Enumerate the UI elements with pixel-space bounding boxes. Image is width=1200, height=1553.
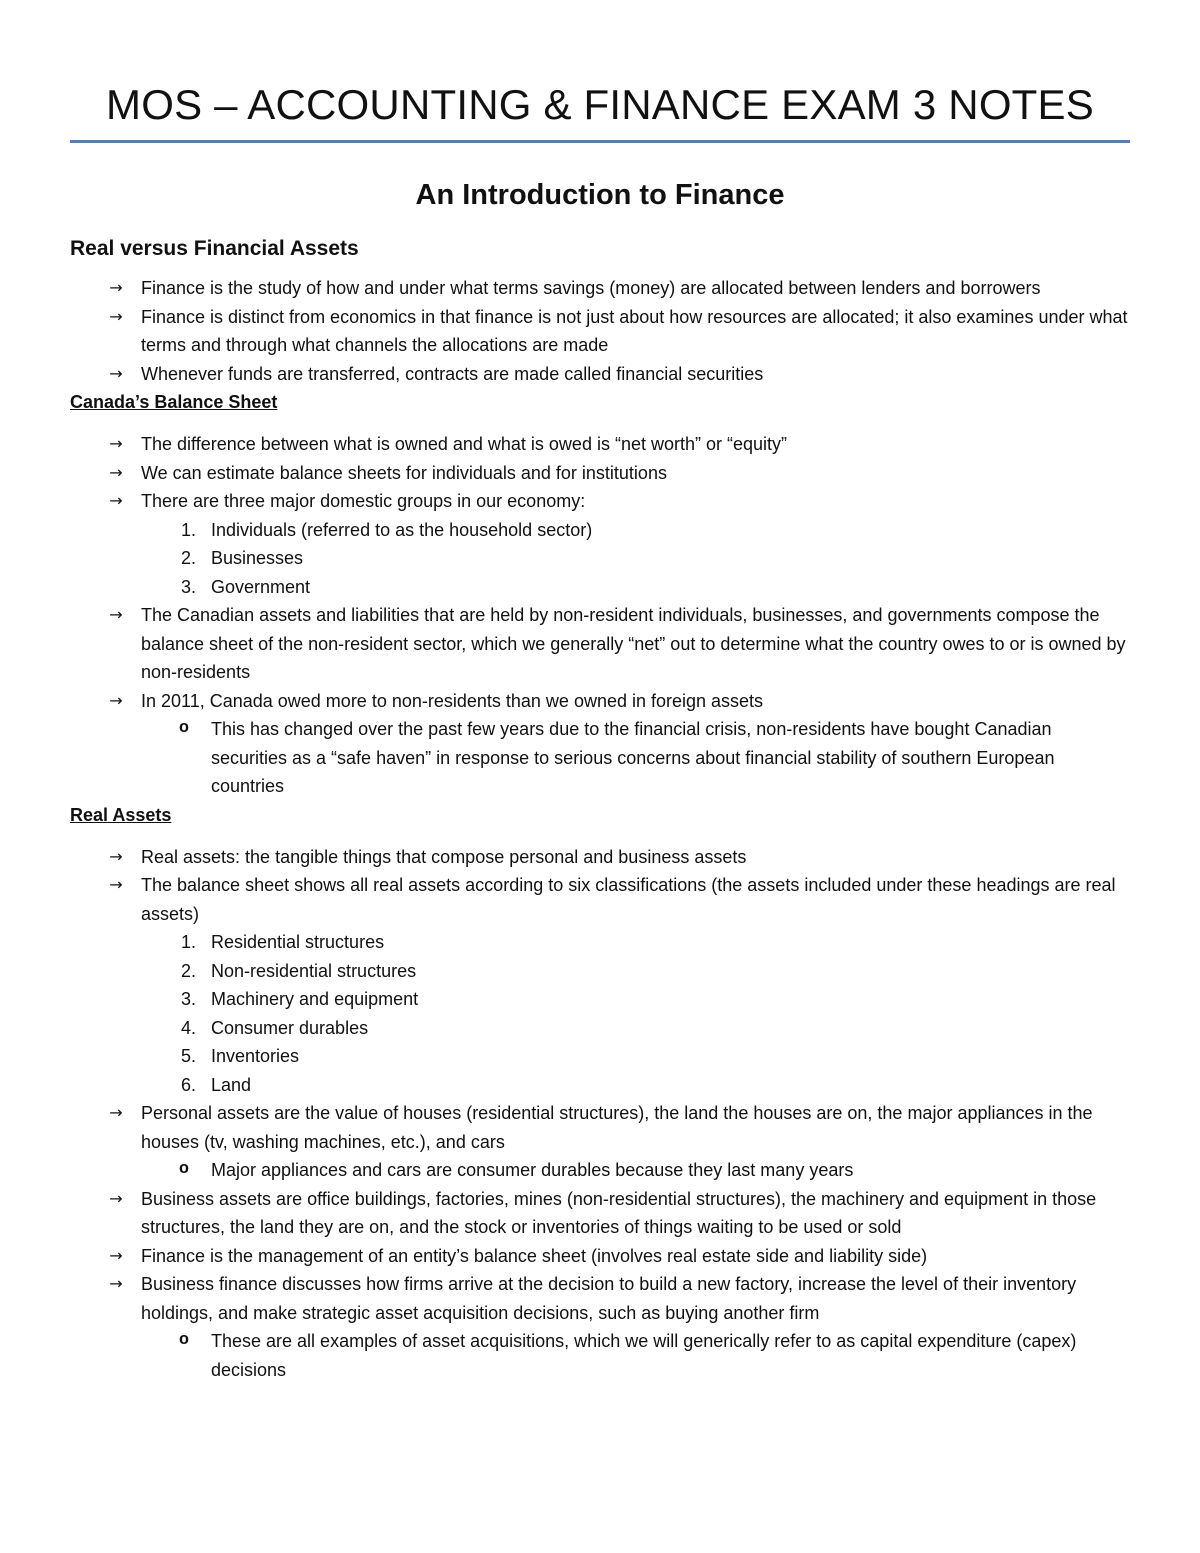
arrow-bullet-icon: → <box>109 278 123 297</box>
list-item <box>70 303 1130 360</box>
arrow-bullet-icon: → <box>109 462 123 482</box>
numbered-item <box>70 985 1130 1014</box>
list-number: 3. <box>180 576 196 597</box>
arrow-bullet-icon: → <box>109 434 123 453</box>
arrow-bullet-icon: → <box>109 306 123 326</box>
numbered-item <box>70 957 1130 986</box>
list-item <box>70 1099 1130 1185</box>
list-number: 1. <box>180 519 196 540</box>
numbered-item <box>70 544 1130 573</box>
numbered-item-text: Inventories <box>211 1046 300 1066</box>
arrow-bullet-icon: → <box>109 1274 123 1293</box>
numbered-item <box>70 1042 1130 1071</box>
list-item <box>70 430 1130 459</box>
list-item <box>70 843 1130 872</box>
list-item-text: There are three major domestic groups in our economy: <box>141 491 586 511</box>
canada-bullet-list <box>70 430 1130 801</box>
list-item <box>70 1242 1130 1271</box>
arrow-bullet-icon: → <box>109 1188 123 1208</box>
list-item <box>70 459 1130 488</box>
list-item-text: Business assets are office buildings, factories, mines (non-residential structures), the machinery and equipment in those structures, the land they are on, and the stock or inventories of things waiting to be used or sold <box>141 1188 1097 1237</box>
list-item <box>70 601 1130 687</box>
list-number: 6. <box>180 1074 196 1095</box>
numbered-item-text: Machinery and equipment <box>211 989 419 1009</box>
title-underline-rule <box>70 140 1130 143</box>
arrow-bullet-icon: → <box>109 846 123 866</box>
heading-real-assets: Real Assets <box>70 804 172 825</box>
sub-list-item <box>70 715 1130 801</box>
arrow-bullet-icon: → <box>109 491 123 510</box>
real-assets-bullet-list <box>70 843 1130 1385</box>
list-item-text: In 2011, Canada owed more to non-residents than we owned in foreign assets <box>141 690 764 711</box>
list-item <box>70 487 1130 601</box>
numbered-item-text: Land <box>211 1074 252 1095</box>
sub-bullet-list <box>141 1156 1130 1185</box>
numbered-item <box>70 1071 1130 1100</box>
circle-bullet-icon: o <box>178 1160 190 1179</box>
numbered-item <box>70 516 1130 545</box>
list-item <box>70 1270 1130 1384</box>
arrow-bullet-icon: → <box>109 1103 123 1122</box>
list-item <box>70 687 1130 801</box>
list-item-text: Finance is distinct from economics in that finance is not just about how resources are allocated; it also examines under what terms and through what channels the allocations are made <box>141 306 1128 355</box>
list-item-text: The difference between what is owned and what is owed is “net worth” or “equity” <box>141 434 788 454</box>
list-item <box>70 871 1130 1099</box>
numbered-item <box>70 1014 1130 1043</box>
list-item-text: Personal assets are the value of houses (residential structures), the land the houses are on, the major appliances in the houses (tv, washing machines, etc.), and cars <box>141 1103 1093 1152</box>
list-item-text: We can estimate balance sheets for individuals and for institutions <box>141 462 667 483</box>
numbered-item <box>70 573 1130 602</box>
sub-list-item-text: This has changed over the past few years due to the financial crisis, non-residents have bought Canadian securities as a “safe haven” in response to serious concerns about financial stability of southern European countries <box>211 719 1055 796</box>
numbered-item-text: Individuals (referred to as the household sector) <box>211 519 593 540</box>
list-item-text: The balance sheet shows all real assets according to six classifications (the assets included under these headings are real assets) <box>141 875 1116 924</box>
circle-bullet-icon: o <box>178 719 190 738</box>
document-title: MOS – ACCOUNTING & FINANCE EXAM 3 NOTES <box>106 81 1094 128</box>
sub-bullet-list <box>141 715 1130 801</box>
list-number: 4. <box>180 1017 196 1038</box>
numbered-item-text: Businesses <box>211 548 304 568</box>
heading-real-vs-financial-assets: Real versus Financial Assets <box>70 237 359 260</box>
list-number: 2. <box>180 548 196 568</box>
list-item-text: Finance is the management of an entity’s balance sheet (involves real estate side and liability side) <box>141 1245 928 1266</box>
list-item <box>70 1185 1130 1242</box>
section-title: An Introduction to Finance <box>415 179 785 211</box>
list-item <box>70 274 1130 303</box>
arrow-bullet-icon: → <box>109 363 123 383</box>
sub-list-item <box>70 1156 1130 1185</box>
arrow-bullet-icon: → <box>109 875 123 894</box>
document-body <box>70 172 1130 1384</box>
list-number: 1. <box>180 932 196 952</box>
sub-bullet-list <box>141 1327 1130 1384</box>
numbered-item-text: Residential structures <box>211 932 385 952</box>
arrow-bullet-icon: → <box>109 1245 123 1265</box>
numbered-item-text: Non-residential structures <box>211 960 417 981</box>
numbered-item-text: Consumer durables <box>211 1017 369 1038</box>
intro-bullet-list <box>70 274 1130 388</box>
numbered-item <box>70 928 1130 957</box>
list-item <box>70 360 1130 389</box>
sub-list-item-text: These are all examples of asset acquisitions, which we will generically refer to as capital expenditure (capex) decisions <box>211 1331 1077 1380</box>
circle-bullet-icon: o <box>178 1331 190 1350</box>
list-item-text: Real assets: the tangible things that compose personal and business assets <box>141 846 747 867</box>
heading-canadas-balance-sheet: Canada’s Balance Sheet <box>70 392 278 412</box>
list-number: 2. <box>180 960 196 981</box>
arrow-bullet-icon: → <box>109 690 123 710</box>
list-item-text: Finance is the study of how and under what terms savings (money) are allocated between lenders and borrowers <box>141 278 1041 298</box>
numbered-item-text: Government <box>211 576 311 597</box>
sub-list-item-text: Major appliances and cars are consumer durables because they last many years <box>211 1160 854 1180</box>
sub-list-item <box>70 1327 1130 1384</box>
asset-classifications-list <box>141 928 1130 1099</box>
list-item-text: The Canadian assets and liabilities that are held by non-resident individuals, businesses, and governments compose the balance sheet of the non-resident sector, which we generally “net” out to determine what the country owes to or is owned by non-residents <box>141 605 1126 682</box>
arrow-bullet-icon: → <box>109 605 123 624</box>
list-item-text: Business finance discusses how firms arrive at the decision to build a new factory, increase the level of their inventory holdings, and make strategic asset acquisition decisions, such as buying another firm <box>141 1274 1077 1323</box>
list-item-text: Whenever funds are transferred, contracts are made called financial securities <box>141 363 764 384</box>
list-number: 5. <box>180 1046 196 1066</box>
domestic-groups-list <box>141 516 1130 602</box>
list-number: 3. <box>180 989 196 1009</box>
